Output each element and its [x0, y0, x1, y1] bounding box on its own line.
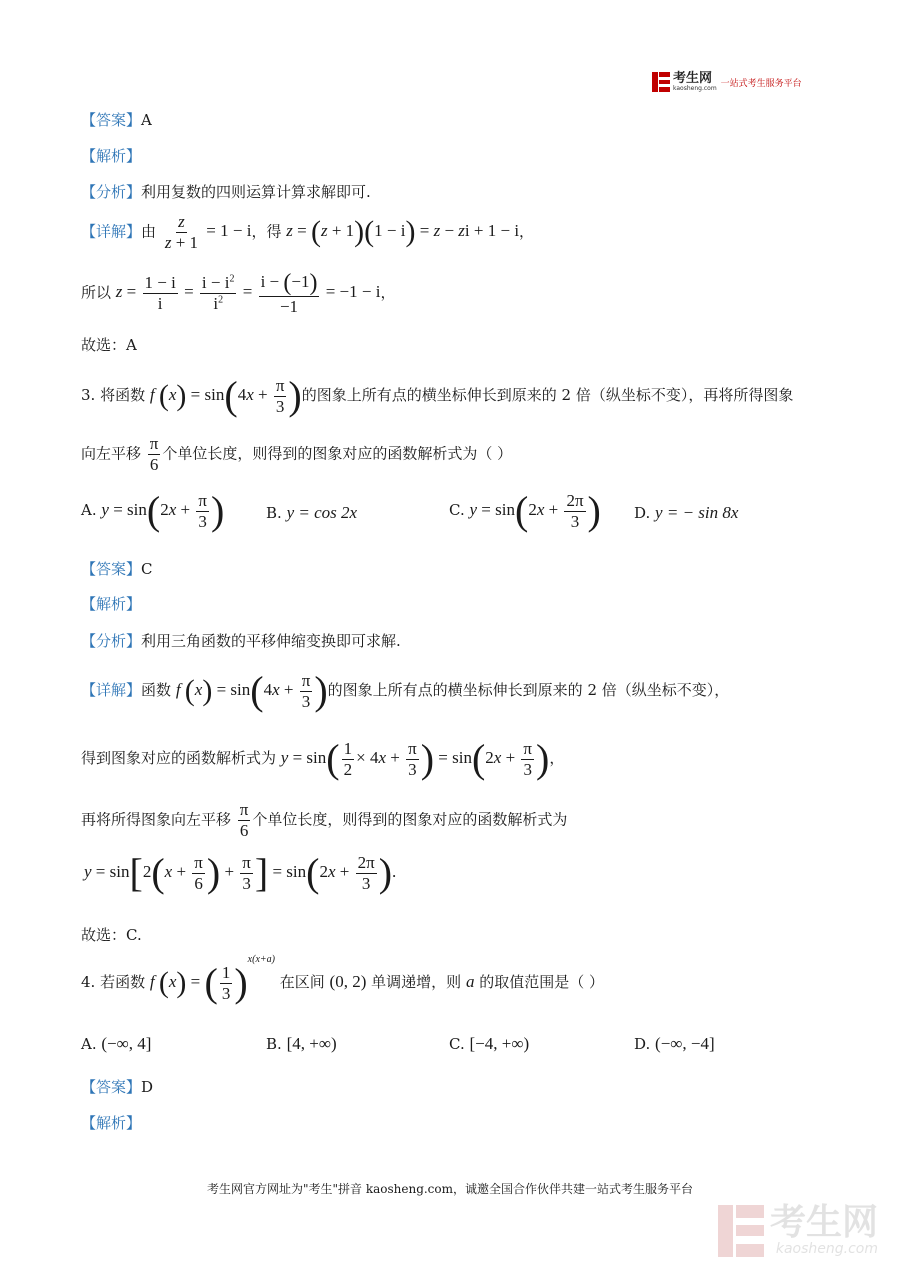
watermark-site: kaosheng.com	[775, 1241, 879, 1257]
math-expr: y = sin(2x + $\frac{\pi}{3}$ )	[101, 488, 225, 533]
math-expr: y = sin( $\frac{1}{2}$ × 4x + $\frac{\pi}{3}$ ) = sin(2x + $\frac{\pi}{3}$ )	[280, 736, 550, 781]
math-expr: f (x) = sin(4x + $\frac{\pi}{3}$ )	[175, 668, 328, 713]
fenxi-text: 利用复数的四则运算计算求解即可.	[141, 183, 371, 201]
answer-value: D	[141, 1078, 154, 1096]
q2-suoyi-line: 所以 z = $\frac{1 - i}{i}$ = $\frac{i - i^2}{i^2}$ = $\frac{i - (-1)}{-1}$ = −1 − i，	[81, 270, 396, 316]
fenxi-tag: 【分析】	[81, 632, 142, 650]
option-expr: [4, +∞)	[286, 1034, 337, 1053]
detail-text: 函数	[141, 680, 172, 699]
q2-answer-line	[81, 109, 152, 130]
option-letter: D.	[634, 1035, 651, 1053]
option-expr: y = − sin 8x	[655, 503, 739, 522]
detail-text: 的图象上所有点的横坐标伸长到原来的 2 倍（纵坐标不变），	[327, 680, 730, 699]
watermark-logo-icon	[718, 1205, 764, 1257]
suoyi-text: 所以	[81, 283, 112, 302]
stem-text: 的取值范围是（ ）	[479, 972, 605, 991]
q3-option-c[interactable]	[449, 488, 601, 533]
q3-answer-line	[81, 558, 153, 579]
analysis-tag: 【解析】	[81, 595, 142, 613]
header-slogan: 一站式考生服务平台	[720, 78, 802, 89]
math-expr: y = sin(2x + $\frac{2\pi}{3}$ )	[469, 488, 601, 533]
fenxi-tag: 【分析】	[81, 183, 142, 201]
q2-fenxi-line	[81, 181, 371, 202]
math-expr: $\frac{z}{z + 1}$ = 1 − i	[164, 212, 252, 252]
q4-option-b[interactable]	[266, 1034, 337, 1054]
q2-conclusion: 故选：A	[81, 336, 137, 354]
watermark-title: 考生网	[770, 1202, 879, 1243]
q3-detail-line4	[84, 850, 397, 895]
option-expr: y = cos 2x	[286, 503, 358, 522]
q3-conclusion: 故选：C.	[81, 926, 142, 944]
detail-text: 由	[141, 222, 157, 241]
option-expr: [−4, +∞)	[469, 1034, 530, 1053]
answer-tag: 【答案】	[81, 1078, 142, 1096]
detail-text: 再将所得图象向左平移	[81, 810, 232, 829]
option-letter: A.	[81, 500, 97, 519]
option-letter: D.	[634, 504, 651, 522]
analysis-tag: 【解析】	[81, 1114, 142, 1132]
math-expr: z = $\frac{1 - i}{i}$ = $\frac{i - i^2}{i^2}$ = $\frac{i - (-1)}{-1}$ = −1 − i	[115, 270, 381, 316]
option-expr: (−∞, 4]	[101, 1034, 152, 1053]
q3-detail-line2: 得到图象对应的函数解析式为 y = sin( $\frac{1}{2}$ × 4x + $\frac{\pi}{3}$ ) = sin(2x + $\frac{\pi}{3}$ )，	[81, 736, 565, 781]
q3-option-a[interactable]	[81, 488, 225, 533]
detail-tag: 【详解】	[81, 222, 142, 241]
q3-stem-line2	[81, 435, 512, 474]
stem-text: 向左平移	[81, 444, 142, 463]
detail-text: 个单位长度，则得到的图象对应的函数解析式为	[252, 810, 568, 829]
stem-text: 若函数	[100, 972, 146, 991]
question-number: 3.	[81, 385, 96, 404]
interval-expr: (0, 2)	[329, 971, 367, 991]
math-expr: f (x) = ( $\frac{1}{3}$ )$^{x(x+a)}$	[149, 954, 275, 1005]
math-expr: y = sin[2(x + $\frac{\pi}{6}$ ) + $\frac{\pi}{3}$ ] = sin(2x + $\frac{2\pi}{3}$ ).	[84, 850, 397, 895]
stem-text: 个单位长度，则得到的图象对应的函数解析式为（ ）	[162, 444, 513, 463]
stem-text: 单调递增，则	[371, 972, 462, 991]
q4-answer-line	[81, 1076, 153, 1097]
option-letter: C.	[449, 1035, 465, 1053]
q4-option-c[interactable]	[449, 1034, 529, 1054]
answer-value: C	[141, 560, 153, 578]
option-letter: A.	[81, 1035, 97, 1053]
option-expr: (−∞, −4]	[655, 1034, 715, 1053]
answer-tag: 【答案】	[81, 560, 142, 578]
q4-stem-line	[81, 954, 605, 1005]
detail-tag: 【详解】	[81, 680, 142, 699]
watermark	[718, 1202, 879, 1257]
stem-text: 将函数	[100, 385, 146, 404]
stem-text: 在区间	[279, 972, 325, 991]
footer-text: 考生网官方网址为"考生"拼音 kaosheng.com，诚邀全国合作伙伴共建一站式考生服务平台	[206, 1182, 694, 1196]
q3-detail-line3	[81, 801, 567, 840]
q3-option-b[interactable]	[266, 503, 357, 523]
analysis-tag: 【解析】	[81, 147, 142, 165]
q3-fenxi-line	[81, 630, 401, 651]
option-letter: C.	[449, 500, 465, 519]
variable: a	[465, 971, 475, 991]
logo-mark-icon	[652, 72, 670, 92]
math-expr: $\frac{\pi}{6}$	[149, 434, 159, 474]
fenxi-text: 利用三角函数的平移伸缩变换即可求解.	[141, 632, 401, 650]
math-expr: z = (z + 1)(1 − i) = z − zi + 1 − i	[286, 215, 520, 249]
header-logo	[652, 72, 802, 92]
detail-text: 得到图象对应的函数解析式为	[81, 748, 277, 767]
logo-title: 考生网	[673, 71, 713, 86]
q3-detail-line1	[81, 668, 730, 713]
option-letter: B.	[266, 1035, 282, 1053]
answer-value: A	[141, 111, 152, 129]
q4-option-d[interactable]	[634, 1034, 715, 1054]
logo-site: kaosheng.com	[673, 85, 717, 92]
q2-detail-line: 【详解】由 $\frac{z}{z + 1}$ = 1 − i，得 z = (z + 1)(1 − i) = z − zi + 1 − i，	[81, 212, 535, 252]
q3-stem-line1	[81, 373, 794, 418]
question-number: 4.	[81, 972, 96, 991]
stem-text: 的图象上所有点的横坐标伸长到原来的 2 倍（纵坐标不变），再将所得图象	[301, 385, 794, 404]
answer-tag: 【答案】	[81, 111, 142, 129]
q3-option-d[interactable]	[634, 503, 738, 523]
option-letter: B.	[266, 504, 282, 522]
q4-option-a[interactable]	[81, 1034, 151, 1054]
math-expr: $\frac{\pi}{6}$	[239, 800, 249, 840]
detail-text: ，得	[251, 222, 282, 241]
math-expr: f (x) = sin(4x + $\frac{\pi}{3}$ )	[149, 373, 302, 418]
